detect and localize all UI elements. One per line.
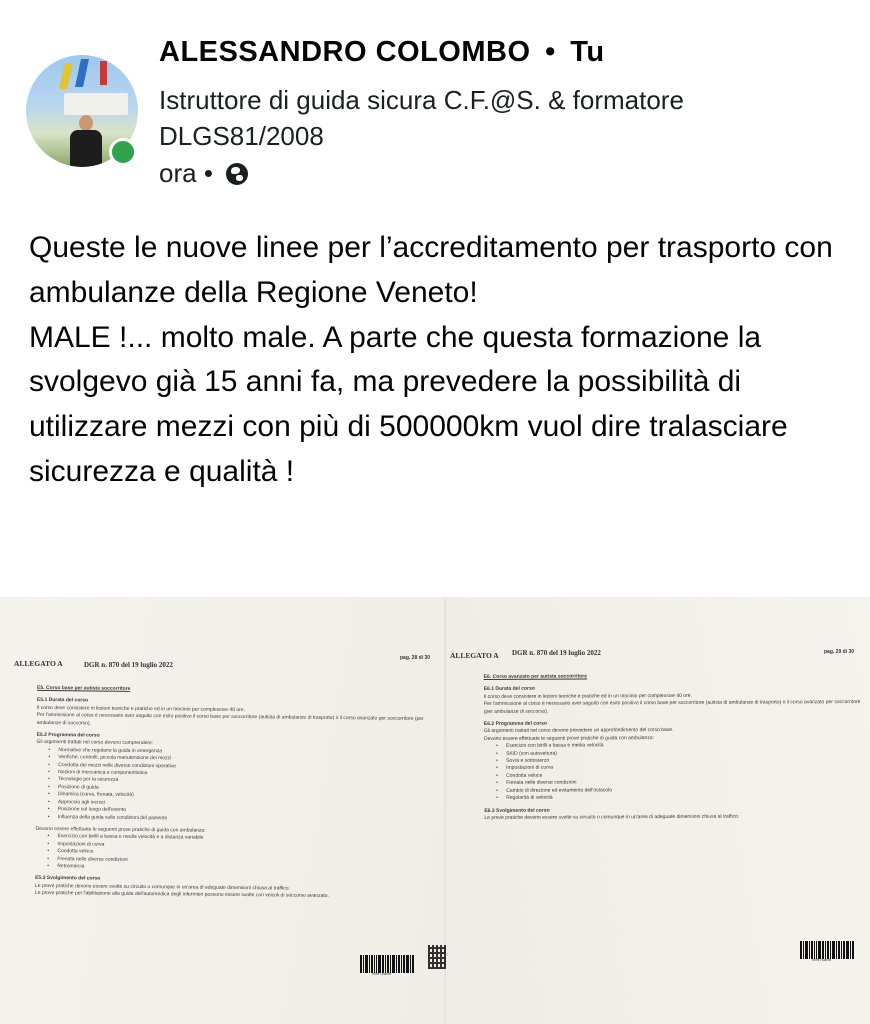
doc-paragraph: Devono essere effettuate le seguenti prove pratiche di guida con ambulanza: — [483, 734, 655, 742]
doc-bullet: • Cambio di direzione ed evitamento dell'ostacolo — [484, 786, 864, 795]
doc-bullet: • Influenza della guida sulle condizioni del paziente — [36, 813, 436, 825]
doc-section-title: E5.1 Durata del corso — [36, 697, 89, 704]
doc-section-title: E6.2 Programma del corso — [483, 720, 547, 728]
post-time[interactable]: ora — [159, 158, 197, 188]
page-dgr: DGR n. 870 del 19 luglio 2022 — [512, 649, 601, 657]
author-name[interactable]: ALESSANDRO COLOMBO — [159, 36, 531, 68]
doc-paragraph: Per l'ammissione al corso è necessario aver seguito con esito positivo il corso base per soccorritore (autista di ambulanze di trasporto) o il corso avanzato per soccorritore (per ambulanze di soccorso). — [483, 699, 861, 715]
doc-bullet: • Condotta dei mezzi nelle diverse condizioni operative — [36, 762, 436, 774]
page-number: pag. 28 di 30 — [400, 655, 431, 661]
page-dgr: DGR n. 870 del 19 luglio 2022 — [84, 661, 173, 669]
page-allegato: ALLEGATO A — [14, 659, 63, 668]
avatar-flag — [100, 61, 107, 85]
doc-title: E6. Corso avanzato per autista soccorritore — [483, 673, 588, 680]
avatar-flag — [59, 63, 73, 89]
doc-bullet: • Impostazioni di curva — [484, 763, 864, 772]
avatar-person-body — [70, 130, 102, 167]
doc-paragraph: Le prove pratiche devono essere svolte su circuito o comunque in un'area di adeguate dimensioni chiusa al traffico. — [34, 882, 290, 892]
doc-bullet: • Frenata nelle diverse condizioni — [484, 778, 864, 787]
doc-paragraph: Gli argomenti trattati nel corso devono prevedere un approfondimento del corso base. — [483, 727, 674, 735]
doc-paragraph: Gli argomenti trattati nel corso devono comprendere: — [36, 739, 154, 747]
page-number: pag. 29 di 30 — [824, 649, 855, 655]
doc-paragraph: Per l'ammissione al corso è necessario aver seguito con esito positivo il corso base per soccorritore (autista di ambulanze di trasporto) o il corso avanzato per soccorritore (per ambulanze di soccorso). — [36, 712, 424, 727]
separator: • — [545, 36, 556, 68]
doc-section-title: E6.3 Svolgimento del corso — [484, 807, 550, 814]
document-text — [484, 668, 865, 822]
avatar-tent — [64, 93, 128, 115]
document-page-left — [0, 597, 446, 1024]
barcode-number: x0075a00 — [372, 973, 392, 977]
barcode — [800, 937, 855, 959]
barcode — [360, 951, 415, 973]
avatar-person-head — [79, 115, 93, 131]
doc-bullet: • Impostazioni di curva — [35, 841, 435, 853]
doc-bullet: • Retromarcia — [35, 863, 435, 875]
barcode-number: x0075a00 — [812, 959, 832, 963]
doc-paragraph: Il corso deve consistere in lezioni teoriche e pratiche ed in un tirocinio per complessive 40 ore. — [483, 692, 692, 700]
doc-paragraph: Il corso deve consistere in lezioni teoriche e pratiche ed in un tirocinio per complessive 40 ore. — [36, 704, 246, 713]
doc-bullet: • Posizione di guida — [36, 784, 436, 796]
meta-separator: • — [203, 158, 213, 188]
doc-bullet: • Normative che regolano la guida in emergenza — [36, 747, 436, 759]
doc-bullet: • Dinamica (curva, frenata, velocità) — [36, 791, 436, 803]
doc-bullet: • Esercizio con birilli a bassa e media velocità — [484, 741, 864, 750]
doc-bullet: • Approccio agli incroci — [36, 799, 436, 811]
post-photo[interactable] — [0, 597, 870, 1024]
doc-paragraph: Le prove pratiche per l'abilitazione alla guida dell'automedica degli infermieri possono essere svolte con veicoli di soccorso avanzato. — [34, 890, 329, 900]
doc-section-title: E5.2 Programma del corso — [36, 731, 100, 739]
doc-bullet: • Condotta veloce — [35, 848, 435, 860]
doc-paragraph: Le prove pratiche devono essere svolte su circuito o comunque in un'area di adeguate dimensioni chiusa al traffico. — [484, 813, 740, 821]
qr-code — [428, 945, 448, 969]
post-header — [0, 0, 870, 210]
doc-bullet: • Esercizio con birilli a bassa e media velocità e a distanza variabile — [35, 833, 435, 845]
avatar-flag — [75, 59, 89, 87]
author-line — [159, 36, 605, 69]
globe-icon[interactable] — [226, 163, 248, 185]
doc-section-title: E5.3 Svolgimento del corso — [35, 875, 101, 882]
online-status-icon — [109, 138, 137, 166]
doc-bullet: • Regolarità di velocità — [484, 793, 864, 802]
doc-bullet: • Sovra e sottosterzo — [484, 756, 864, 765]
page-allegato: ALLEGATO A — [450, 651, 499, 660]
doc-bullet: • Condotta veloce — [484, 771, 864, 780]
doc-title: E5. Corso base per autista soccorritore — [37, 684, 131, 692]
post-meta — [159, 158, 248, 189]
post-text: Queste le nuove linee per l’accreditamento per trasporto con ambulanze della Regione Veneto! MALE !... molto male. A parte che questa formazione la svolgevo già 15 anni fa, ma prevedere la possibilità di utilizzare mezzi con più di 500000km vuol dire tralasciare sicurezza e qualità ! — [29, 231, 833, 488]
doc-bullet: • SKID (con autovettura) — [484, 749, 864, 758]
document-text — [35, 681, 437, 902]
author-subtitle: Istruttore di guida sicura C.F.@S. & formatore DLGS81/2008 — [159, 85, 684, 151]
doc-section-title: E6.1 Durata del corso — [483, 686, 535, 693]
doc-bullet: • Frenata nelle diverse condizioni — [35, 855, 435, 867]
doc-bullet: • Tecnologie per la sicurezza — [36, 776, 436, 788]
doc-paragraph: Devono essere effettuate le seguenti prove pratiche di guida con ambulanza: — [35, 825, 206, 834]
doc-bullet: • Nozioni di meccanica e componentistica — [36, 769, 436, 781]
relation-label: Tu — [570, 36, 605, 68]
document-page-right — [446, 597, 870, 1024]
doc-bullet: • Posizione sul luogo dell'evento — [36, 806, 436, 818]
doc-bullet: • Verifiche, controlli, piccola manutenzione dei mezzi — [36, 754, 436, 766]
